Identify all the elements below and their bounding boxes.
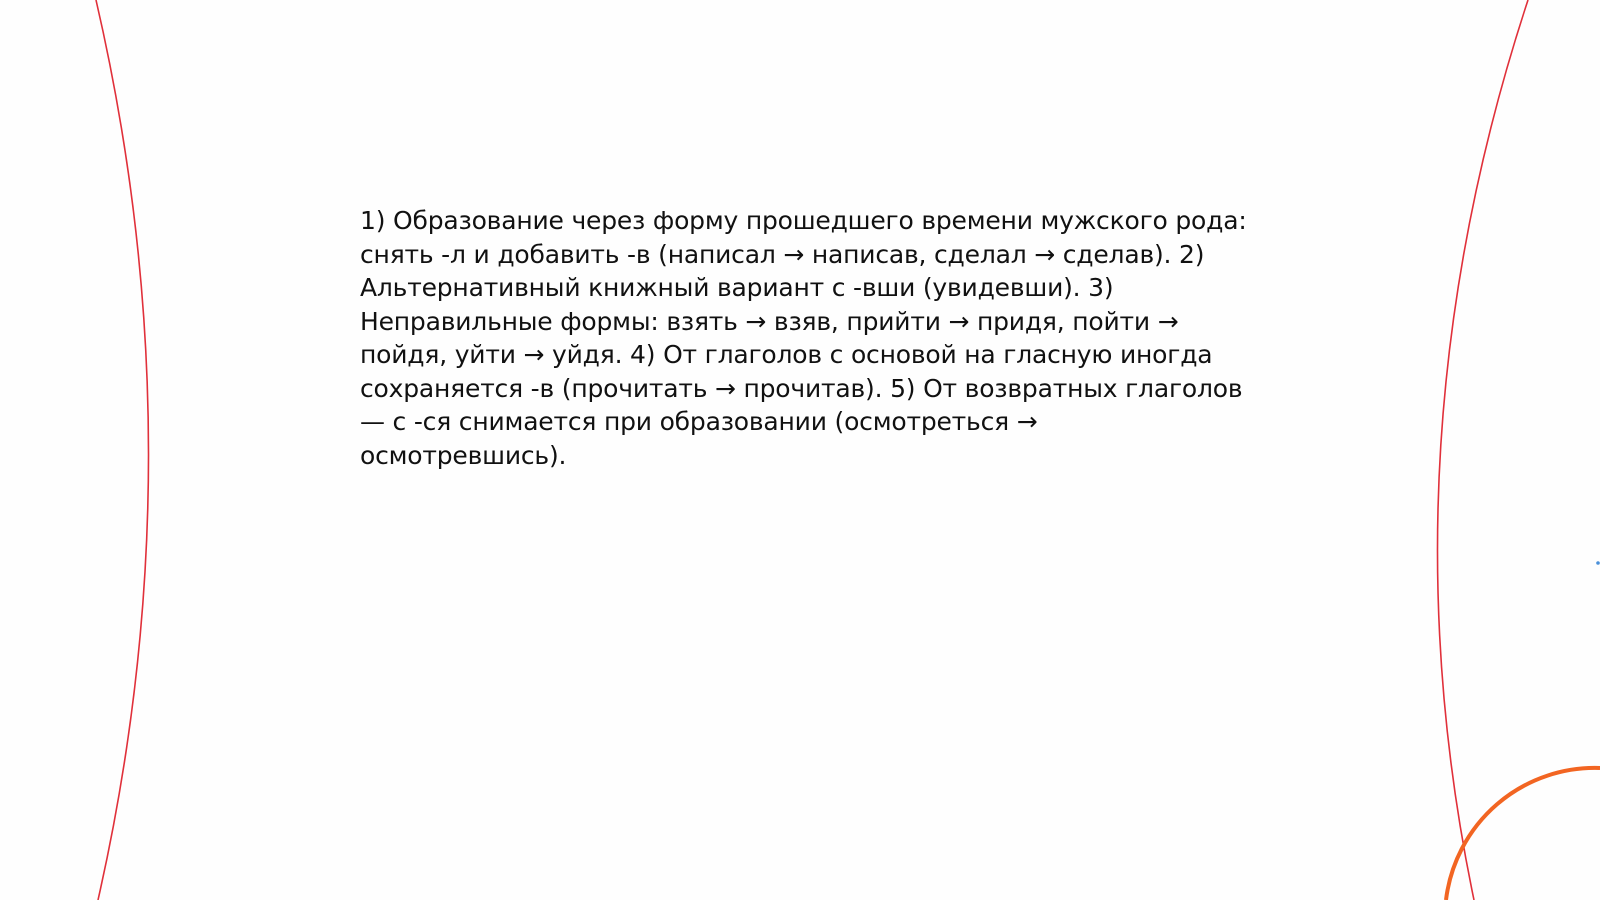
slide-body-text: 1) Образование через форму прошедшего времени мужского рода: снять -л и добавить -в (написал → написав, сделал → сделав). 2) Альтернативный книжный вариант с -вши (увидевши). 3) Неправильные формы: взять → взяв, прийти → придя, пойти → пойдя, уйти → уйдя. 4) От глаголов с основой на гласную иногда сохраняется -в (прочитать → прочитав). 5) От возвратных глаголов — с -ся снимается при образовании (осмотреться → осмотревшись). <box>360 206 1247 470</box>
accent-orange-arc <box>1446 768 1600 900</box>
left-arc-line <box>96 0 149 900</box>
accent-dot <box>1596 561 1600 565</box>
right-arc-line <box>1437 0 1528 900</box>
